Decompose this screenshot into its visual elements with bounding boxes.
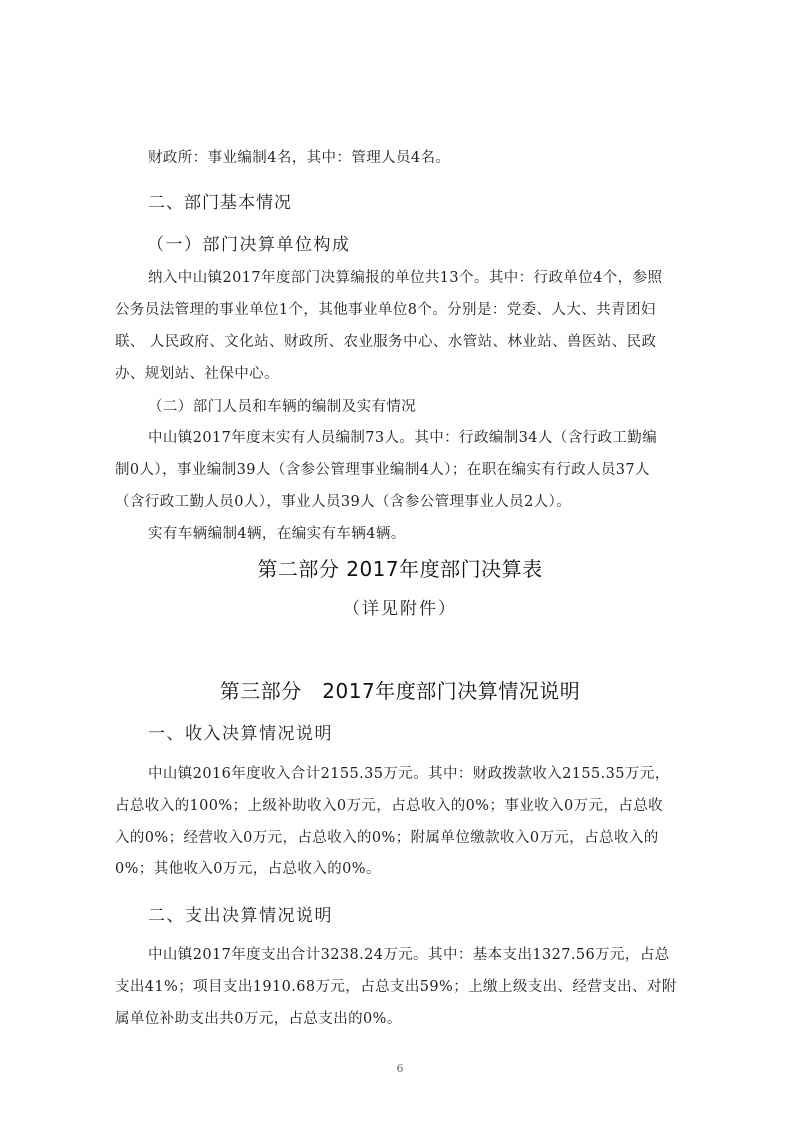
paragraph-line: 制0人），事业编制39人（含参公管理事业编制4人）；在职在编实有行政人员37人	[115, 462, 650, 478]
subsection-heading: （二）部门人员和车辆的编制及实有情况	[148, 399, 417, 415]
paragraph-line: 入的0%；经营收入0万元，占总收入的0%；附属单位缴款收入0万元，占总收入的	[115, 830, 659, 846]
part-three-title: 第三部分 2017年度部门决算情况说明	[219, 679, 581, 703]
paragraph-line: 联、 人民政府、文化站、财政所、农业服务中心、水管站、林业站、兽医站、民政	[115, 334, 657, 350]
paragraph-line: 支出41%；项目支出1910.68万元，占总支出59%；上缴上级支出、经营支出、对附	[115, 979, 677, 995]
part-two-subtitle: （详见附件）	[343, 599, 457, 619]
income-section-heading: 一、收入决算情况说明	[148, 724, 333, 744]
paragraph-line: 0%；其他收入0万元，占总收入的0%。	[115, 861, 381, 877]
paragraph-line: 中山镇2016年度收入合计2155.35万元。其中：财政拨款收入2155.35万元，	[148, 766, 670, 782]
paragraph-line: 属单位补助支出共0万元，占总支出的0%。	[115, 1011, 402, 1027]
paragraph-line: 纳入中山镇2017年度部门决算编报的单位共13个。其中：行政单位4个，参照	[148, 270, 663, 286]
paragraph-line: 中山镇2017年度支出合计3238.24万元。其中：基本支出1327.56万元，占总	[148, 947, 670, 963]
paragraph-line: 财政所：事业编制4名，其中：管理人员4名。	[148, 150, 451, 166]
part-two-title: 第二部分 2017年度部门决算表	[257, 557, 543, 581]
expense-section-heading: 二、支出决算情况说明	[148, 906, 333, 926]
section-heading: 二、部门基本情况	[148, 193, 292, 213]
paragraph-line: 办、规划站、社保中心。	[115, 366, 279, 382]
paragraph-line: 实有车辆编制4辆，在编实有车辆4辆。	[148, 526, 406, 542]
paragraph-line: 中山镇2017年度末实有人员编制73人。其中：行政编制34人（含行政工勤编	[148, 430, 658, 446]
page-number: 6	[396, 1062, 404, 1075]
paragraph-line: 占总收入的100%；上级补助收入0万元，占总收入的0%；事业收入0万元，占总收	[115, 798, 664, 814]
paragraph-line: 公务员法管理的事业单位1个，其他事业单位8个。分别是：党委、人大、共青团妇	[115, 302, 656, 318]
subsection-heading: （一）部门决算单位构成	[147, 235, 351, 255]
paragraph-line: （含行政工勤人员0人），事业人员39人（含参公管理事业人员2人）。	[115, 494, 572, 510]
